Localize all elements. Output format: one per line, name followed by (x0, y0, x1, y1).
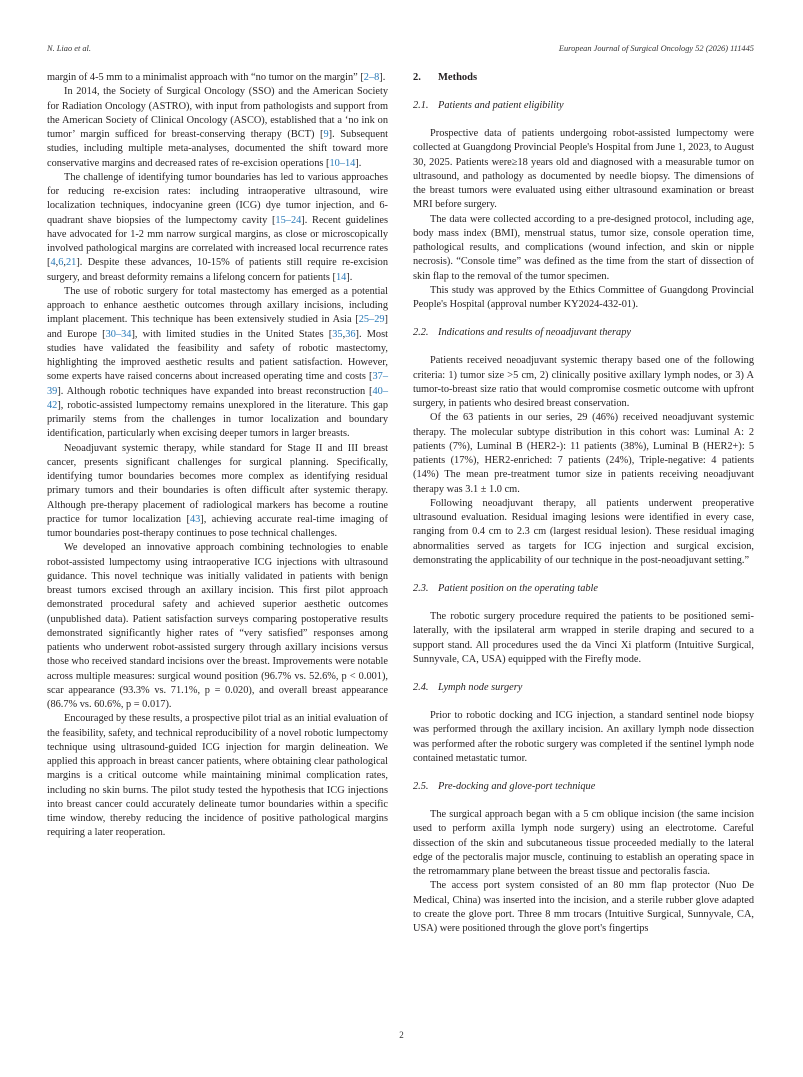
paragraph: The robotic surgery procedure required the patients to be positioned semi-laterally, with the ipsilateral arm wrapped in sterile draping and secured to a support stand. All procedures used the da Vinci Xi platform (Intuitive Surgical, Sunnyvale, CA, USA) equipped with the Firefly mode. (413, 611, 754, 665)
citation-link[interactable]: 9 (323, 129, 329, 140)
citation-link[interactable]: 40–42 (47, 385, 388, 411)
citation-link[interactable]: 35 (332, 328, 343, 340)
paragraph: margin of 4-5 mm to a minimalist approach with “no tumor on the margin” [2–8]. (47, 72, 386, 83)
citation-link[interactable]: 36 (345, 328, 356, 340)
page-number: 2 (399, 1030, 404, 1040)
paragraph: Of the 63 patients in our series, 29 (46%) received neoadjuvant systemic therapy. The molecular subtype distribution in this cohort was: Luminal A: 2 patients (7%), Luminal B (HER2-): 11 patients (38%), Luminal B (HER2+): 5 patients (17%), HER2-enriched: 7 patients (24%), Triple-negative: 4 patients (14%) The mean pre-treatment tumor size in patients receiving neoadjuvant therapy was 3.1 ± 1.0 cm. (413, 412, 754, 495)
paragraph: In 2014, the Society of Surgical Oncology (SSO) and the American Society for Radiation Oncology (ASTRO), with input from pathologists and support from the American Society of Clinical Oncology (ASCO), established that a ‘no ink on tumor’ margin sufficed for breast-conserving therapy (BCT) [9]. Subsequent studies, including multiple meta-analyses, documented the shift toward more conservative margins and decreased rates of re-excision operations [10–14]. (47, 86, 388, 169)
paragraph: Prospective data of patients undergoing robot-assisted lumpectomy were collected at Guangdong Provincial People's Hospital from June 1, 2023, to August 30, 2025. Patients were≥18 years old and diagnosed with a measurable tumor on ultrasound, and pathology as documented by needle biopsy. The dimensions of the breast tumors were evaluated using either ultrasound examination or breast MRI before surgery. (413, 128, 754, 211)
left-column (47, 71, 388, 841)
running-head-authors: N. Liao et al. (47, 44, 91, 53)
section-number: 2. (413, 72, 421, 83)
subsection-heading-2-3: 2.3. Patient position on the operating table (413, 583, 599, 594)
paragraph: Neoadjuvant systemic therapy, while standard for Stage II and III breast cancer, presents significant challenges for surgical planning. Specifically, identifying tumor boundaries becomes more complex as identifying residual primary tumors and their boundaries is often difficult after systemic therapy. Although pre-therapy placement of radiological markers has become a routine practice for tumor localization [43], achieving accurate real-time imaging of tumor boundaries post-therapy continues to pose technical challenges. (47, 442, 388, 539)
citation-link[interactable]: 2–8 (363, 72, 380, 83)
citation-link[interactable]: 43 (189, 513, 201, 525)
subsection-heading-2-4: 2.4. Lymph node surgery (413, 682, 523, 693)
subsection-heading-2-2: 2.2. Indications and results of neoadjuvant therapy (413, 327, 631, 339)
citation-link[interactable]: 10–14 (329, 157, 356, 169)
citation-link[interactable]: 21 (65, 257, 77, 269)
right-column (413, 71, 754, 936)
citation-link[interactable]: 4 (50, 257, 56, 269)
citation-link[interactable]: 6 (58, 257, 64, 269)
paragraph: This study was approved by the Ethics Committee of Guangdong Provincial People's Hospital (approval number KY2024-432-01). (413, 284, 754, 310)
citation-link[interactable]: 37–39 (47, 371, 388, 397)
paragraph: The data were collected according to a pre-designed protocol, including age, body mass index (BMI), menstrual status, tumor size, console operation time, pathological results, and complications (wound infection, and skin or nipple necrosis). “Console time” was defined as the time from the start of dissection of skin flap to the removal of the tumor specimen. (413, 213, 754, 282)
running-head-journal: European Journal of Surgical Oncology 52 (2026) 111445 (558, 44, 754, 53)
paragraph: Patients received neoadjuvant systemic therapy based one of the following criteria: 1) tumor size >5 cm, 2) clinically positive axillary lymph nodes, or 3) A tumor-to-breast size ratio that would compromise cosmetic outcome with upfront surgery, in patients who desired breast conservation. (413, 355, 754, 409)
paragraph: Prior to robotic docking and ICG injection, a standard sentinel node biopsy was performed through the axillary incision. An axillary lymph node dissection was performed after the robotic surgery was completed if the sentinel lymph node contained metastatic tumor. (413, 710, 754, 764)
citation-link[interactable]: 30–34 (105, 328, 132, 340)
citation-link[interactable]: 14 (335, 271, 347, 283)
section-heading-methods (413, 71, 754, 85)
paragraph: We developed an innovative approach combining technologies to enable robot-assisted lumpectomy using intraoperative ICG injections with ultrasound guidance. This novel technique was initially validated in patients with benign breast tumors excised through an axillary incision. This first pilot approach demonstrated procedural safety and achieved superior aesthetic outcomes (unpublished data). Patient satisfaction surveys comparing postoperative results demonstrated significantly higher rates of “very satisfied” responses among patients who underwent robot-assisted surgery through axillary incisions versus those who received standard incisions over the breast. Improvements were notable across multiple measures: surgical wound position (96.7% vs. 52.6%, p < 0.001), scar appearance (93.3% vs. 71.1%, p = 0.020), and overall breast appearance (86.7% vs. 60.6%, p = 0.017). (47, 542, 388, 710)
citation-link[interactable]: 15–24 (275, 214, 302, 226)
citation-link[interactable]: 25–29 (358, 314, 385, 326)
section-title: Methods (438, 72, 478, 83)
subsection-heading-2-5: 2.5. Pre-docking and glove-port technique (413, 781, 596, 792)
paragraph: The access port system consisted of an 80 mm flap protector (Nuo De Medical, China) was inserted into the incision, and a sterile rubber glove adapted to create the glove port. Three 8 mm trocars (Intuitive Surgical, Sunnyvale, CA, USA) were positioned through the glove port's fingertips (413, 880, 754, 934)
paragraph: The use of robotic surgery for total mastectomy has emerged as a potential approach to enhance aesthetic outcomes through axillary incisions, including implant placement. This technique has been extensively studied in Asia [25–29] and Europe [30–34], with limited studies in the United States [35,36]. Most studies have validated the feasibility and safety of robotic mastectomy, highlighting the improved aesthetic results and patient satisfaction. However, some experts have raised concerns about increased operating time and costs [37–39]. Although robotic techniques have expanded into breast reconstruction [40–42], robotic-assisted lumpectomy remains unexplored in the literature. This gap primarily stems from the challenges in tumor localization and boundary identification, particularly when excising deeper tumors in larger breasts. (47, 285, 388, 440)
paragraph: The surgical approach began with a 5 cm oblique incision (the same incision used to perform axilla lymph node surgery) using an electrotome. Careful dissection of the skin and subcutaneous tissue proceeded medially to the lateral edge of the pectoralis major muscle, continuing to establish an operating space in the retromammary plane between the breast tissue and pectoralis fascia. (413, 809, 754, 877)
subsection-heading-2-1: 2.1. Patients and patient eligibility (413, 100, 564, 111)
paragraph: The challenge of identifying tumor boundaries has led to various approaches for reducing re-excision rates: including intraoperative ultrasound, wire localization techniques, indocyanine green (ICG) dye tumor injection, and 6-quadrant shave biopsies of the lumpectomy cavity [15–24]. Recent guidelines have advocated for 1-2 mm narrow surgical margins, as close or microscopically involved pathological margins are correlated with increased local recurrence rates [4,6,21]. Despite these advances, 10-15% of patients still require re-excision surgery, and breast deformity remains a lifelong concern for patients [14]. (47, 171, 388, 283)
paragraph: Following neoadjuvant therapy, all patients underwent preoperative ultrasound evaluation. Residual imaging lesions were identified in every case, ranging from 0.4 cm to 2.3 cm (largest residual lesion). These residual imaging abnormalities served as targets for ICG injection and surgical excision, demonstrating the applicability of our technique in the post-neoadjuvant setting.” (413, 497, 754, 566)
paragraph: Encouraged by these results, a prospective pilot trial as an initial evaluation of the feasibility, safety, and technical reproducibility of a novel robotic lumpectomy technique using ultrasound-guided ICG injection for margin delineation. We applied this approach in breast cancer patients, where obtaining clear pathological margins is a critical outcome while maintaining minimal complication rates, including no skin burns. The pilot study tested the hypothesis that ICG injections into breast cancer could accurately delineate tumor boundaries within a specific time window, thereby reducing the incidence of positive pathological margins requiring a later reoperation. (47, 713, 388, 839)
